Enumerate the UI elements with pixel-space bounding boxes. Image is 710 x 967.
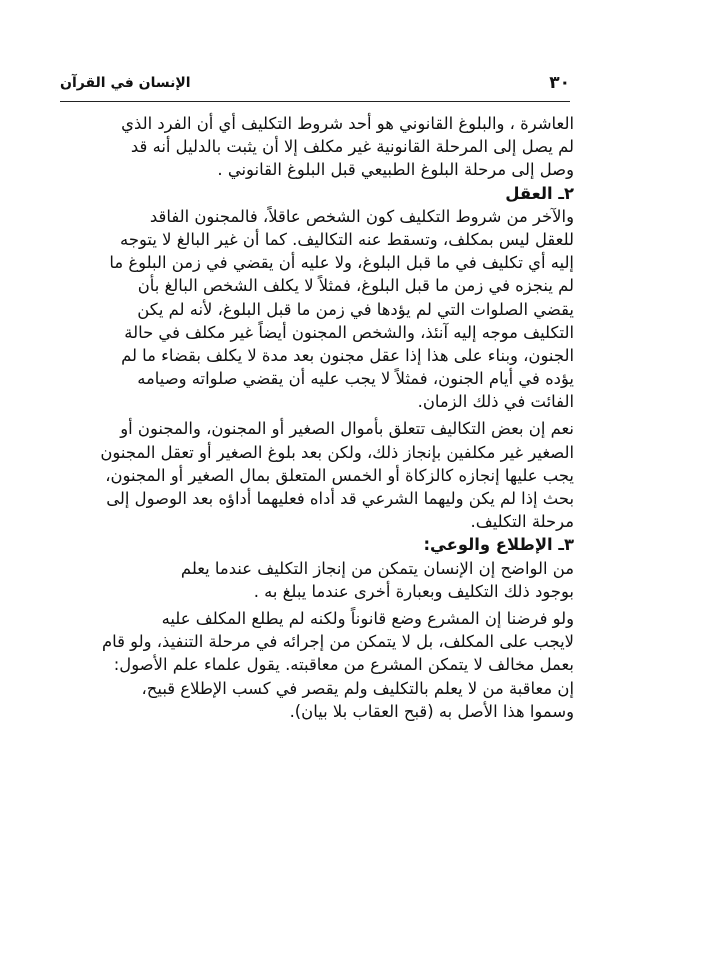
text-line: إليه أي تكليف في ما قبل البلوغ، ولا عليه أن يقضي في زمن البلوغ ما — [109, 253, 574, 273]
text-line: بحث إذا لم يكن وليهما الشرعي قد أداه فعليهما أداؤه بعد الوصول إلى — [106, 489, 574, 508]
text-line: إن معاقبة من لا يعلم بالتكليف ولم يقصر في كسب الإطلاع قبيح، — [141, 678, 574, 698]
text-line: العاشرة ، والبلوغ القانوني هو أحد شروط التكليف أي أن الفرد الذي — [121, 114, 574, 133]
page-header — [60, 68, 570, 98]
text-line: وسموا هذا الأصل به (قبح العقاب بلا بيان). — [289, 701, 574, 721]
section-heading — [60, 182, 574, 205]
text-line: لم يصل إلى المرحلة القانونية غير مكلف إلا أن يثبت بالدليل أنه قد — [130, 137, 574, 157]
paragraph — [60, 112, 574, 182]
text-line: للعقل ليس بمكلف، وتسقط عنه التكاليف. كما أن غير البالغ لا يتوجه — [120, 229, 574, 249]
text-line: مرحلة التكليف. — [470, 512, 574, 532]
text-line: لايجب على المكلف، بل لا يتمكن من إجرائه في مرحلة التنفيذ، ولو قام — [101, 632, 574, 652]
text-line: نعم إن بعض التكاليف تتعلق بأموال الصغير أو المجنون، والمجنون أو — [120, 419, 574, 439]
paragraph — [60, 607, 574, 723]
text-line: يجب عليها إنجازه كالزكاة أو الخمس المتعلق بمال الصغير أو المجنون، — [105, 465, 574, 485]
body-text — [60, 112, 574, 723]
section-heading — [60, 533, 574, 556]
text-line: التكليف موجه إليه آنئذ، والشخص المجنون أيضاً غير مكلف في حالة — [124, 322, 574, 342]
text-line: وصل إلى مرحلة البلوغ الطبيعي قبل البلوغ القانوني . — [217, 160, 574, 180]
paragraph — [60, 205, 574, 414]
text-line: بوجود ذلك التكليف وبعبارة أخرى عندما يبلغ به . — [253, 581, 574, 601]
paragraph — [60, 417, 574, 533]
text-line: الجنون، وبناء على هذا إذا عقل مجنون بعد مدة لا يكلف بقضاء ما لم — [121, 345, 574, 365]
text-line: والآخر من شروط التكليف كون الشخص عاقلاً، فالمجنون الفاقد — [149, 206, 574, 226]
paragraph — [60, 557, 574, 603]
heading-text: ٢ـ العقل — [505, 183, 574, 203]
text-line: من الواضح إن الإنسان يتمكن من إنجاز التكليف عندما يعلم — [180, 558, 574, 578]
text-line: الفائت في ذلك الزمان. — [417, 392, 574, 412]
text-line: بعمل مخالف لا يتمكن المشرع من معاقبته. يقول علماء علم الأصول: — [113, 655, 574, 675]
text-line: الصغير غير مكلفين بإنجاز ذلك، ولكن بعد بلوغ الصغير أو تعقل المجنون — [100, 442, 574, 462]
page-number: ٣٠ — [549, 73, 570, 93]
heading-text: ٣ـ الإطلاع والوعي: — [423, 535, 574, 555]
text-line: يقضي الصلوات التي لم يؤدها في زمن ما قبل البلوغ، لأنه لم يكن — [137, 299, 574, 319]
text-line: لم ينجزه في زمن ما قبل البلوغ، فمثلاً لا يكلف الشخص البالغ بأن — [137, 276, 574, 296]
text-line: ولو فرضنا إن المشرع وضع قانوناً ولكنه لم يطلع المكلف عليه — [161, 608, 574, 628]
running-title: الإنسان في القرآن — [60, 75, 191, 91]
text-line: يؤده في أيام الجنون، فمثلاً لا يجب عليه أن يقضي صلواته وصيامه — [137, 369, 574, 389]
header-rule — [60, 101, 570, 102]
